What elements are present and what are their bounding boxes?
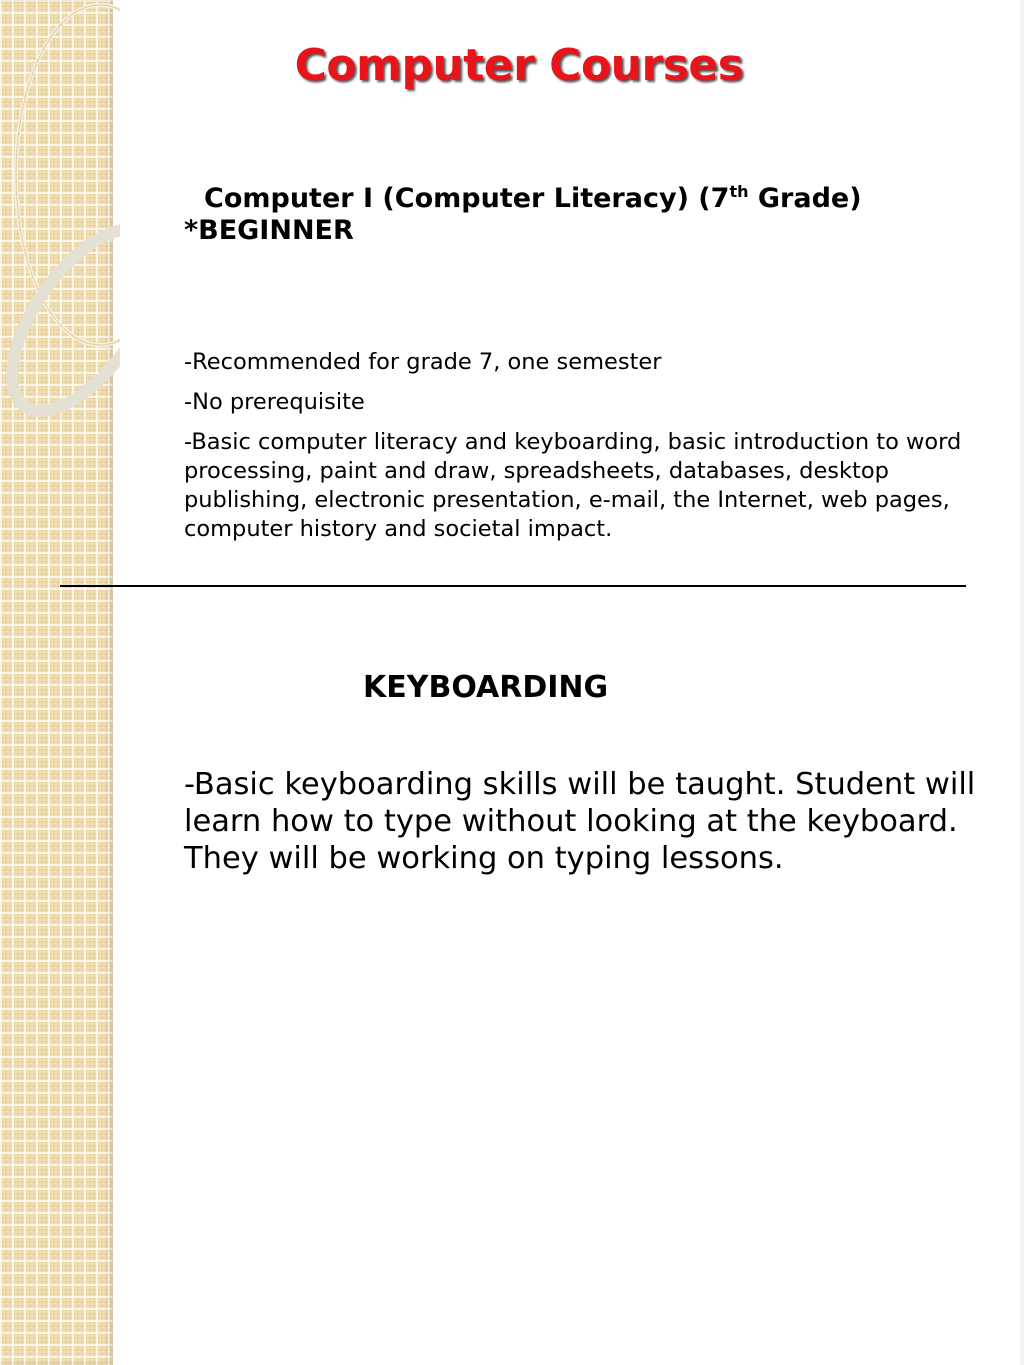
course-bullet: -No prerequisite: [184, 389, 365, 415]
course-bullet: -Recommended for grade 7, one semester: [184, 349, 662, 375]
section-divider: [60, 585, 966, 587]
slide-title: Computer Courses: [294, 40, 744, 91]
course-details: [184, 348, 974, 555]
keyboarding-heading: KEYBOARDING: [363, 670, 609, 705]
decorative-rings: [0, 0, 120, 700]
course-heading-text: Computer I (Computer Literacy) (7: [204, 183, 730, 214]
course-heading-post: Grade): [748, 183, 862, 214]
course-bullet: -Basic computer literacy and keyboarding, basic introduction to word processing, paint and draw, spreadsheets, databases, desktop publishing, electronic presentation, e-mail, the Internet, web pages, computer history and societal impact.: [184, 429, 962, 542]
keyboarding-description: -Basic keyboarding skills will be taught. Student will learn how to type without looking at the keyboard. They will be working on typing lessons.: [184, 767, 976, 876]
course-level: *BEGINNER: [184, 215, 354, 246]
course-heading: [184, 183, 862, 247]
course-heading-sup: th: [729, 182, 749, 201]
right-edge: [1020, 0, 1024, 1365]
